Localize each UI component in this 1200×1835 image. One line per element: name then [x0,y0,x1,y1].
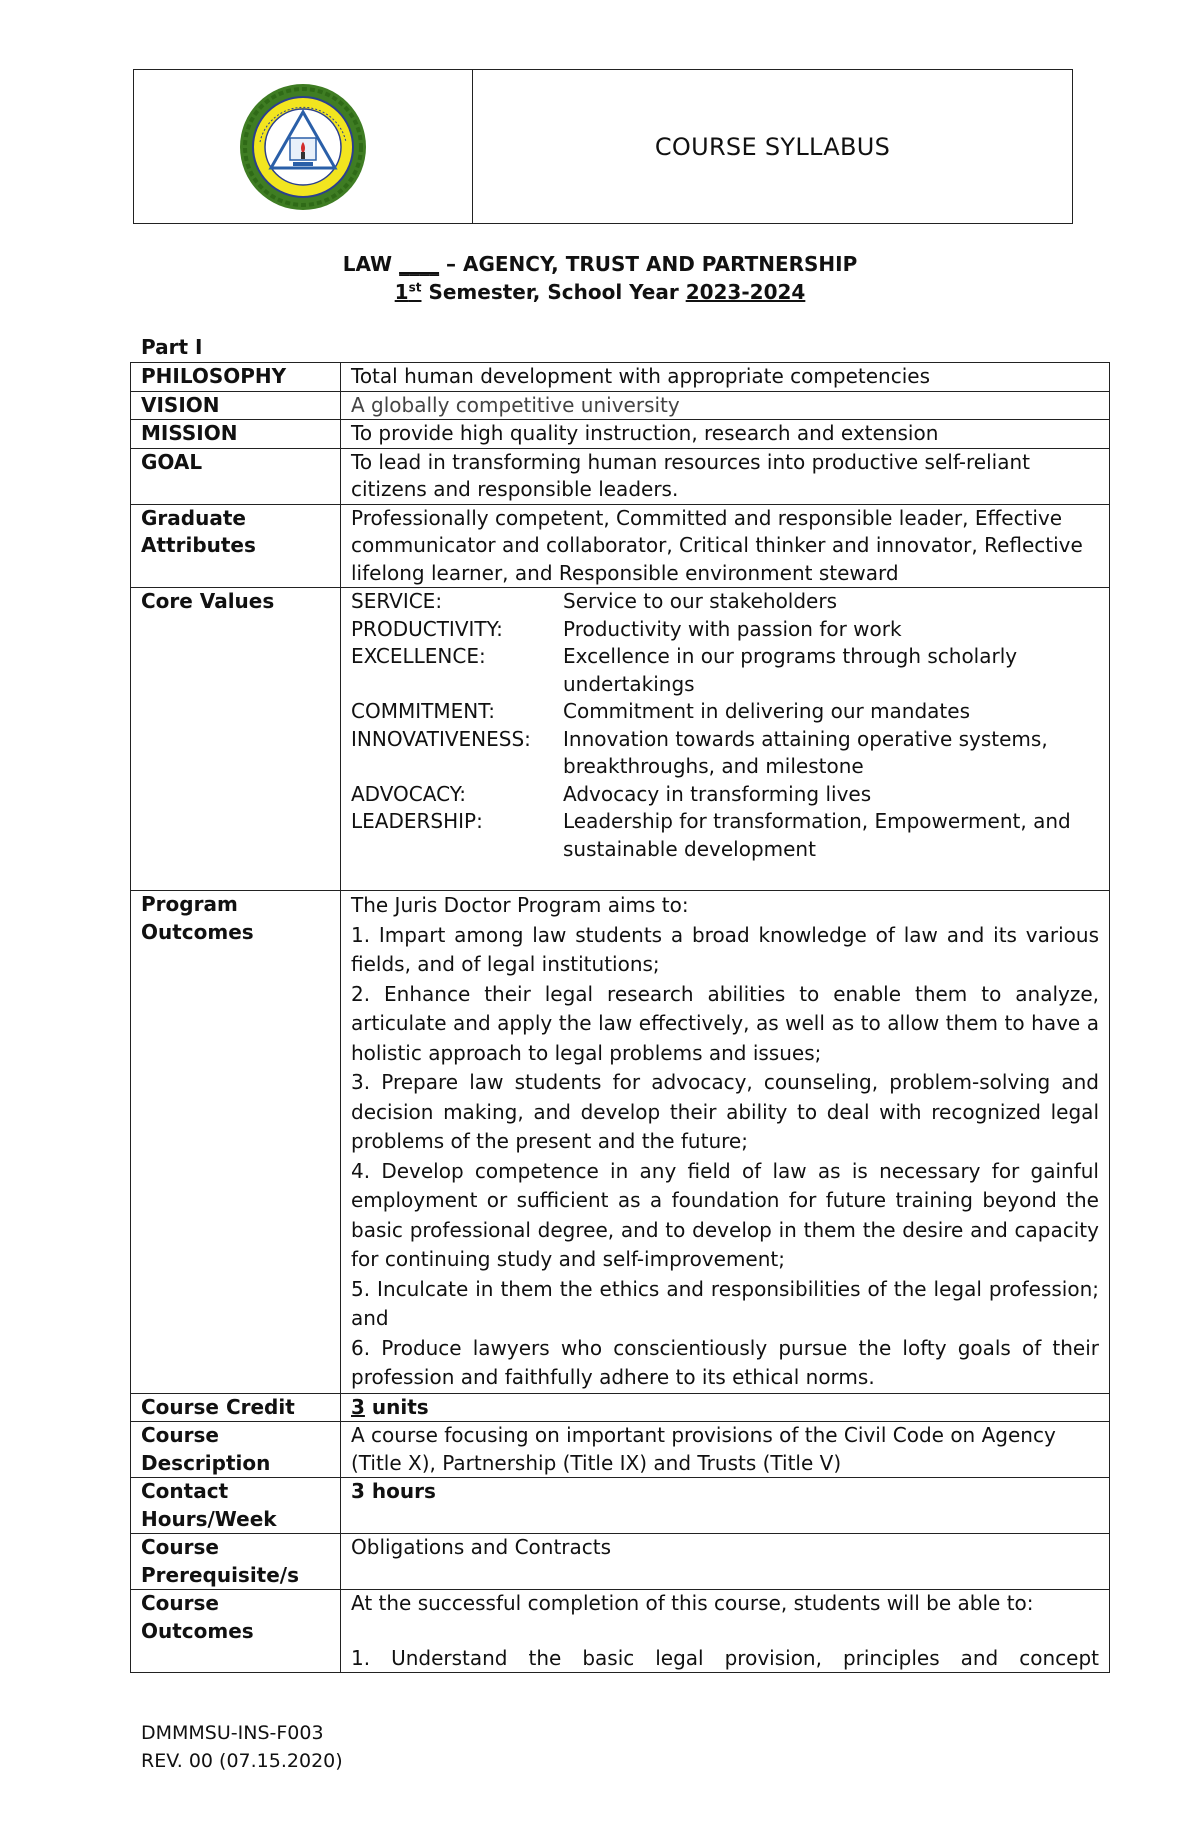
row-course-outcomes [131,1590,1110,1673]
core-value-key: SERVICE: [351,589,443,613]
program-outcomes-intro: The Juris Doctor Program aims to: [351,893,689,917]
core-value-text: Productivity with passion for work [563,616,902,641]
footer [141,1719,343,1775]
core-value-key: INNOVATIVENESS: [351,726,531,751]
philosophy-value: Total human development with appropriate competencies [341,363,1110,392]
row-course-credit [131,1393,1110,1422]
philosophy-label: PHILOSOPHY [131,363,341,392]
row-graduate-attributes [131,504,1110,588]
syllabus-table [130,362,1110,1673]
course-title: LAW ____ – AGENCY, TRUST AND PARTNERSHIP [342,252,858,276]
vision-label: VISION [131,391,341,420]
core-value-key: EXCELLENCE: [351,644,486,668]
program-outcome-item: 2. Enhance their legal research abilities to enable them to analyze, articulate and apply the law effectively, as well as to allow them to have a holistic approach to legal problems and issues; [351,981,1099,1065]
prerequisites-label: Course Prerequisite/s [131,1534,341,1590]
course-credit-label: Course Credit [131,1393,341,1422]
program-outcome-item: 6. Produce lawyers who conscientiously pursue the lofty goals of their profession and faithfully adhere to its ethical norms. [351,1335,1099,1389]
header-box [133,69,1073,224]
core-value-text: Service to our stakeholders [563,589,838,613]
row-prerequisites [131,1534,1110,1590]
core-value-key: COMMITMENT: [351,699,495,723]
course-description-label: Course Description [131,1422,341,1478]
program-outcome-item: 4. Develop competence in any field of law as is necessary for gainful employment or sufficient as a foundation for future training beyond the basic professional degree, and to develop in them the desire and capacity for continuing study and self-improvement; [351,1158,1099,1271]
core-value-key: LEADERSHIP: [351,809,483,833]
row-philosophy [131,363,1110,392]
row-contact-hours [131,1478,1110,1534]
vision-value: A globally competitive university [341,391,1110,420]
program-outcome-item: 5. Inculcate in them the ethics and responsibilities of the legal profession; and [351,1276,1099,1330]
program-outcome-item: 1. Impart among law students a broad knowledge of law and its various fields, and of legal institutions; [351,922,1099,976]
row-core-values [131,588,1110,891]
core-value-text: Commitment in delivering our mandates [563,699,971,723]
course-outcomes-cell [341,1590,1110,1673]
header-title: COURSE SYLLABUS [654,132,891,161]
core-value-key: ADVOCACY: [351,781,467,806]
course-credit-value: 3 units [341,1393,1110,1422]
core-values-list [351,588,1099,863]
core-value-text: Leadership for transformation, Empowerment, and sustainable development [563,809,1071,861]
contact-hours-value: 3 hours [341,1478,1110,1534]
graduate-attributes-label: Graduate Attributes [131,504,341,588]
graduate-attributes-value: Professionally competent, Committed and responsible leader, Effective communicator and collaborator, Critical thinker and innovator, Reflective lifelong learner, and Responsible environment steward [341,504,1110,588]
part-label: Part I [141,335,203,359]
core-value-text: Excellence in our programs through scholarly undertakings [563,644,1018,696]
core-value-text: Innovation towards attaining operative systems, breakthroughs, and milestone [563,726,1048,778]
course-description-value: A course focusing on important provisions of the Civil Code on Agency (Title X), Partnership (Title IX) and Trusts (Title V) [341,1422,1110,1478]
logo-cell [134,70,473,223]
program-outcome-item: 3. Prepare law students for advocacy, counseling, problem-solving and decision making, and develop their ability to deal with recognized legal problems of the present and the future; [351,1070,1099,1153]
row-course-description [131,1422,1110,1478]
row-goal [131,448,1110,504]
core-values-label: Core Values [131,588,341,891]
revision: REV. 00 (07.15.2020) [141,1750,343,1772]
program-outcomes-label: Program Outcomes [131,891,341,1394]
course-outcomes-label: Course Outcomes [131,1590,341,1673]
core-value-key: PRODUCTIVITY: [351,616,503,641]
row-vision [131,391,1110,420]
core-values-cell [341,588,1110,891]
course-outcomes-intro: At the successful completion of this course, students will be able to: [351,1591,1034,1615]
semester-line: 1st Semester, School Year 2023-2024 [394,280,806,304]
core-value-text: Advocacy in transforming lives [563,781,872,806]
mission-value: To provide high quality instruction, research and extension [341,420,1110,449]
program-outcomes-cell [341,891,1110,1394]
goal-label: GOAL [131,448,341,504]
form-code: DMMMSU-INS-F003 [141,1722,324,1744]
row-program-outcomes [131,891,1110,1394]
university-seal [238,82,368,212]
mission-label: MISSION [131,420,341,449]
contact-hours-label: Contact Hours/Week [131,1478,341,1534]
row-mission [131,420,1110,449]
prerequisites-value: Obligations and Contracts [341,1534,1110,1590]
goal-value: To lead in transforming human resources into productive self-reliant citizens and responsible leaders. [341,448,1110,504]
course-outcome-item: 1. Understand the basic legal provision, principles and concept [351,1645,1099,1670]
